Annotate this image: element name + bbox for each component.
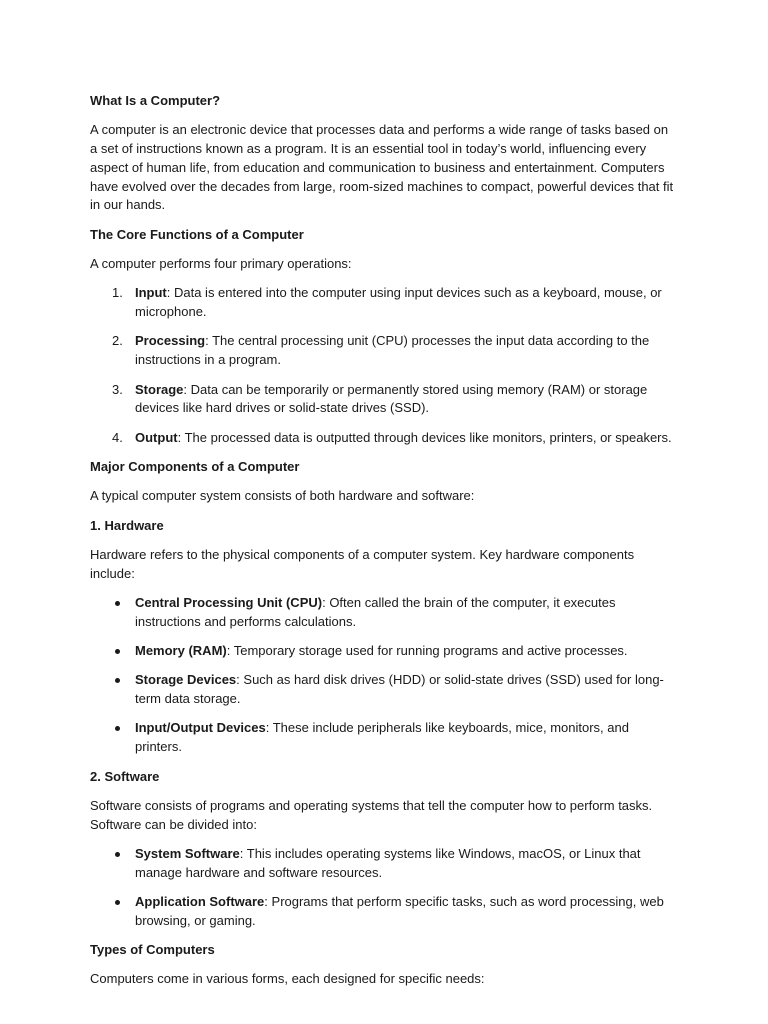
list-item xyxy=(90,642,678,661)
term-description: : The central processing unit (CPU) processes the input data according to the instructions in a program. xyxy=(135,333,650,368)
core-functions-lead: A computer performs four primary operations: xyxy=(90,256,352,272)
term-label: Processing xyxy=(135,333,206,349)
term-description: : Temporary storage used for running programs and active processes. xyxy=(226,643,628,659)
bullet-icon xyxy=(115,852,120,857)
software-list xyxy=(90,845,678,931)
term-description: : Data can be temporarily or permanently stored using memory (RAM) or storage devices like hard drives or solid-state drives (SSD). xyxy=(135,381,648,416)
list-item xyxy=(90,893,678,931)
list-number: 4. xyxy=(112,429,123,445)
term-description: : These include peripherals like keyboards, mice, monitors, and printers. xyxy=(135,720,629,755)
hardware-heading: 1. Hardware xyxy=(90,517,164,533)
types-lead: Computers come in various forms, each designed for specific needs: xyxy=(90,971,485,987)
term-label: Storage Devices xyxy=(135,672,237,688)
bullet-icon xyxy=(115,649,120,654)
term-description: : Data is entered into the computer using input devices such as a keyboard, mouse, or microphone. xyxy=(135,285,662,320)
software-lead: Software consists of programs and operating systems that tell the computer how to perform tasks. Software can be divided into: xyxy=(90,797,653,832)
bullet-icon xyxy=(115,900,120,905)
list-item xyxy=(90,284,678,322)
term-description: : The processed data is outputted through devices like monitors, printers, or speakers. xyxy=(177,429,672,445)
list-number: 1. xyxy=(112,285,123,301)
list-number: 2. xyxy=(112,333,123,349)
components-heading: Major Components of a Computer xyxy=(90,458,300,474)
hardware-list xyxy=(90,594,678,757)
term-label: Output xyxy=(135,429,178,445)
term-label: Central Processing Unit (CPU) xyxy=(135,594,323,610)
term-label: Storage xyxy=(135,381,184,397)
hardware-lead: Hardware refers to the physical components of a computer system. Key hardware components include: xyxy=(90,546,635,581)
components-lead: A typical computer system consists of both hardware and software: xyxy=(90,488,475,504)
document-title: What Is a Computer? xyxy=(90,93,221,108)
list-number: 3. xyxy=(112,381,123,397)
list-item xyxy=(90,429,678,448)
bullet-icon xyxy=(115,726,120,731)
term-description: : Such as hard disk drives (HDD) or solid-state drives (SSD) used for long-term data storage. xyxy=(135,672,664,707)
intro-paragraph: A computer is an electronic device that processes data and performs a wide range of tasks based on a set of instructions known as a program. It is an essential tool in today’s world, influencing every aspect of human life, from education and communication to business and entertainment. Computers have evolved over the decades from large, room-sized machines to compact, powerful devices that fit in our hands. xyxy=(90,122,674,213)
list-item xyxy=(90,845,678,883)
term-label: Input xyxy=(135,285,167,301)
term-label: Input/Output Devices xyxy=(135,720,266,736)
term-label: System Software xyxy=(135,845,240,861)
list-item xyxy=(90,594,678,632)
bullet-icon xyxy=(115,601,120,606)
term-description: : Often called the brain of the computer, it executes instructions and performs calculations. xyxy=(135,594,616,629)
software-heading: 2. Software xyxy=(90,768,160,784)
list-item xyxy=(90,381,678,419)
list-item xyxy=(90,719,678,757)
term-label: Application Software xyxy=(135,894,265,909)
term-description: : Programs that perform specific tasks, such as word processing, web browsing, or gaming. xyxy=(135,894,664,928)
bullet-icon xyxy=(115,678,120,683)
term-description: : This includes operating systems like Windows, macOS, or Linux that manage hardware and software resources. xyxy=(135,845,641,880)
core-functions-heading: The Core Functions of a Computer xyxy=(90,226,304,242)
list-item xyxy=(90,671,678,709)
types-heading: Types of Computers xyxy=(90,942,215,958)
core-functions-list xyxy=(90,284,678,447)
term-label: Memory (RAM) xyxy=(135,643,227,659)
list-item xyxy=(90,332,678,370)
